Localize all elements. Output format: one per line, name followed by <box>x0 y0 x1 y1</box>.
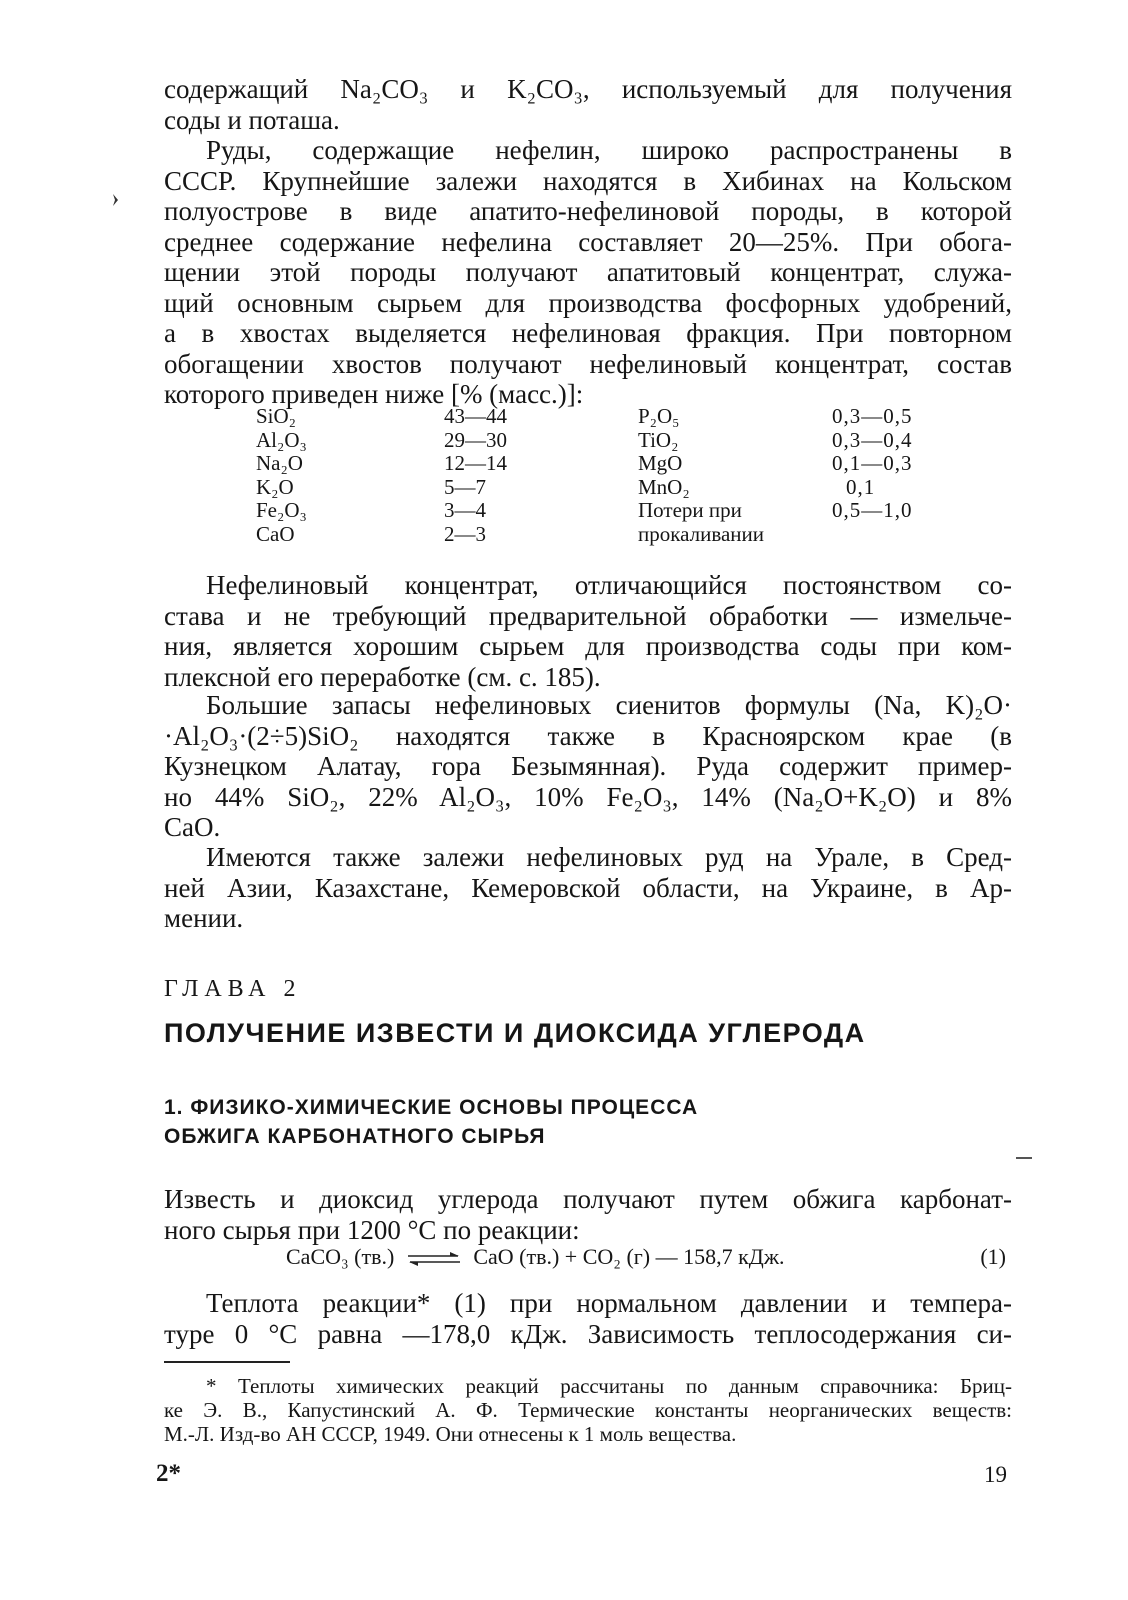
text-line: обогащении хвостов получают нефелиновый концентрат, состав <box>164 348 1012 379</box>
text-line: Нефелиновый концентрат, отличающийся постоянством со- <box>206 570 1012 600</box>
equation-right: CaO (тв.) + CO₂ (г) — 158,7 кДж. <box>473 1244 785 1269</box>
chapter-title: ПОЛУЧЕНИЕ ИЗВЕСТИ И ДИОКСИДА УГЛЕРОДА <box>164 1018 866 1048</box>
composition-left-names <box>256 405 307 546</box>
equilibrium-arrows-icon <box>406 1251 462 1267</box>
footnote-line: ке Э. В., Капустинский А. Ф. Термические константы неорганических веществ: <box>164 1398 1012 1422</box>
text-line: Теплота реакции* (1) при нормальном давлении и темпера- <box>206 1288 1012 1318</box>
component-value: 0,3—0,4 <box>832 427 913 452</box>
section-title-line: ОБЖИГА КАРБОНАТНОГО СЫРЬЯ <box>164 1125 546 1148</box>
component-name: K₂O <box>256 474 294 499</box>
footnote-line: * Теплоты химических реакций рассчитаны по данным справочника: Бриц- <box>206 1374 1012 1398</box>
text-line: Большие запасы нефелиновых сиенитов формулы (Na, K)₂O· <box>206 690 1012 720</box>
component-value: 29—30 <box>444 427 507 452</box>
text-line: плексной его переработке (см. с. 185). <box>164 661 601 692</box>
text-line: полуострове в виде апатито-нефелиновой породы, в которой <box>164 196 1012 226</box>
component-name: Fe₂O₃ <box>256 498 307 522</box>
component-value: 0,1 <box>846 474 876 499</box>
text-line: СССР. Крупнейшие залежи находятся в Хибинах на Кольском <box>164 165 1012 196</box>
paragraph-lime <box>164 1184 1012 1245</box>
paragraph-concentrate <box>164 570 1012 692</box>
margin-mark <box>112 193 119 207</box>
reaction-equation <box>286 1244 1006 1270</box>
component-name: Al₂O₃ <box>256 427 307 452</box>
equation-number: (1) <box>980 1244 1006 1269</box>
text-line: CaO. <box>164 812 221 842</box>
component-value: 0,5—1,0 <box>832 498 913 522</box>
composition-right-values <box>832 405 913 523</box>
component-value: 2—3 <box>444 521 486 546</box>
section-title <box>164 1093 698 1151</box>
text-line: среднее содержание нефелина составляет 20—25%. При обога- <box>164 226 1012 257</box>
text-line: Имеются также залежи нефелиновых руд на Урале, в Сред- <box>206 842 1012 872</box>
text-line: Кузнецком Алатау, гора Безымянная). Руда содержит пример- <box>164 751 1012 781</box>
printer-signature: 2* <box>156 1460 181 1487</box>
text-line: соды и поташа. <box>164 104 340 135</box>
text-line: Известь и диоксид углерода получают путем обжига карбонат- <box>164 1184 1012 1214</box>
equation-left: CaCO₃ (тв.) <box>286 1244 395 1269</box>
text-line: ного сырья при 1200 °C по реакции: <box>164 1214 580 1245</box>
footnote <box>164 1374 1012 1446</box>
component-name: Потери при <box>638 498 742 522</box>
section-title-line: 1. ФИЗИКО-ХИМИЧЕСКИЕ ОСНОВЫ ПРОЦЕССА <box>164 1096 699 1119</box>
component-value: 5—7 <box>444 474 486 499</box>
footnote-rule <box>164 1361 290 1363</box>
chapter-label: ГЛАВА 2 <box>164 976 302 1002</box>
component-name: прокаливании <box>638 521 765 546</box>
paragraph-syenites <box>164 690 1012 843</box>
paragraph-deposits <box>164 842 1012 934</box>
component-value: 0,3—0,5 <box>832 404 913 428</box>
text-line: щий основным сырьем для производства фосфорных удобрений, <box>164 287 1012 318</box>
composition-table <box>256 405 956 545</box>
component-name: P₂O₅ <box>638 404 680 428</box>
paragraph-nepheline-ores <box>164 135 1012 410</box>
margin-dash <box>1016 1157 1032 1159</box>
component-name: CaO <box>256 521 295 546</box>
text-line: а в хвостах выделяется нефелиновая фракция. При повторном <box>164 318 1012 348</box>
component-value: 0,1—0,3 <box>832 451 913 475</box>
composition-right-names <box>638 405 764 546</box>
text-line: мении. <box>164 903 244 933</box>
text-line: ·Al₂O₃·(2÷5)SiO₂ находятся также в Красноярском крае (в <box>164 720 1012 751</box>
composition-left-values <box>444 405 507 546</box>
component-name: MgO <box>638 451 683 475</box>
component-value: 12—14 <box>444 451 507 475</box>
component-name: MnO₂ <box>638 474 690 499</box>
text-line: содержащий Na₂CO₃ и K₂CO₃, используемый для получения <box>164 74 1012 104</box>
component-name: Na₂O <box>256 451 303 475</box>
text-line: ней Азии, Казахстане, Кемеровской области, на Украине, в Ар- <box>164 872 1012 903</box>
paragraph-heat <box>164 1288 1012 1349</box>
paragraph-continuation <box>164 74 1012 135</box>
component-value: 3—4 <box>444 498 486 522</box>
text-line: става и не требующий предварительной обработки — измельче- <box>164 600 1012 631</box>
component-value: 43—44 <box>444 404 507 428</box>
component-name: TiO₂ <box>638 427 679 452</box>
component-name: SiO₂ <box>256 404 297 428</box>
text-line: Руды, содержащие нефелин, широко распространены в <box>206 135 1012 165</box>
text-line: которого приведен ниже [% (масс.)]: <box>164 379 584 409</box>
text-line: но 44% SiO₂, 22% Al₂O₃, 10% Fe₂O₃, 14% (Na₂O+K₂O) и 8% <box>164 781 1012 812</box>
text-line: ния, является хорошим сырьем для производства соды при ком- <box>164 631 1012 661</box>
text-line: туре 0 °C равна —178,0 кДж. Зависимость теплосодержания си- <box>164 1318 1012 1349</box>
page-number: 19 <box>984 1462 1007 1487</box>
footnote-line: М.-Л. Изд-во АН СССР, 1949. Они отнесены к 1 моль вещества. <box>164 1422 737 1446</box>
text-line: щении этой породы получают апатитовый концентрат, служа- <box>164 257 1012 287</box>
